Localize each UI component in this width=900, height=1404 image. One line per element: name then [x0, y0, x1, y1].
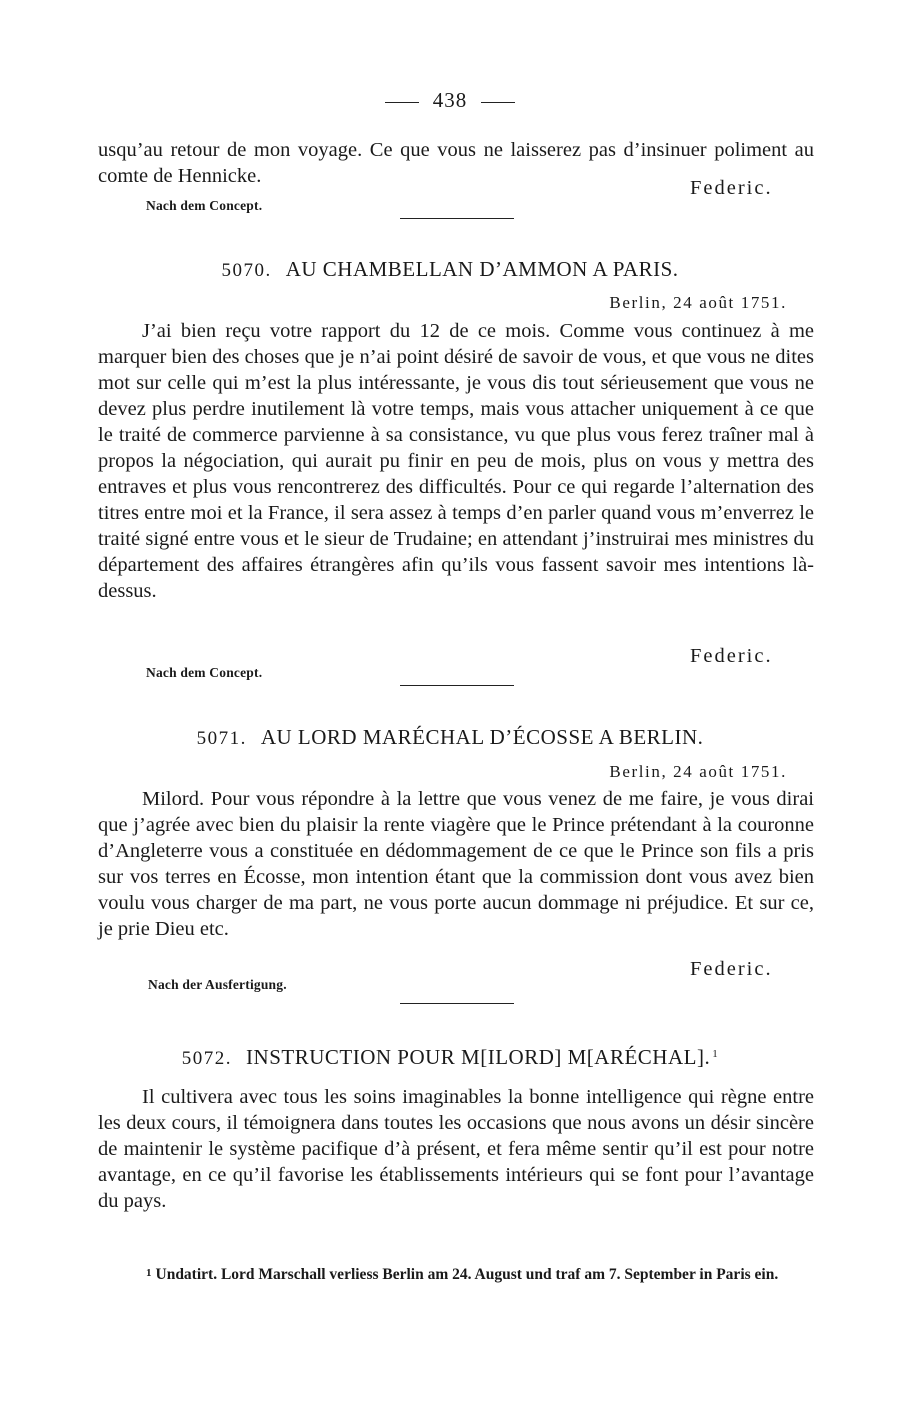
continuation-source: Nach dem Concept. — [146, 198, 263, 213]
letter-5071-body-block — [98, 786, 814, 942]
letter-title: AU LORD MARÉCHAL D’ÉCOSSE A BERLIN. — [260, 725, 704, 749]
page-number: 438 — [432, 88, 468, 112]
section-divider — [400, 685, 514, 686]
letter-5070-signature: Federic. — [690, 645, 773, 667]
footnote — [98, 1262, 814, 1286]
header-dash-right — [481, 102, 515, 103]
letter-5071-dateline: Berlin, 24 août 1751. — [609, 762, 787, 781]
letter-5072-heading — [0, 1045, 900, 1070]
letter-5070-body: J’ai bien reçu votre rapport du 12 de ce mois. Comme vous continuez à me marquer bien des choses que je n’ai point désiré de savoir de vous, et que vous ne dites mot sur celle qui m’est la plus intéressante, je vous dis tout sérieusement que vous ne devez plus perdre inutilement là votre temps, mais vous attacher uniquement à ce que le traité de commerce parvienne à sa consistance, vu que plus vous ferez traîner mal à propos la négociation, qui aurait pu finir en peu de mois, plus on vous y mettra des entraves et plus vous rencontrerez des difficultés. Pour ce qui regarde l’alternation des titres entre moi et la France, il sera assez à temps d’en parler quand vous m’enverrez le traité signé entre vous et le sieur de Trudaine; en attendant j’instruirai mes ministres du département des affaires étrangères afin qu’ils vous fassent savoir mes intentions là-dessus. — [98, 320, 814, 602]
letter-5072-body-block — [98, 1084, 814, 1214]
letter-number: 5072. — [181, 1048, 233, 1069]
letter-5071-source: Nach der Ausfertigung. — [148, 977, 287, 992]
header-dash-left — [385, 102, 419, 103]
letter-5070-heading — [0, 257, 900, 282]
footnote-mark: 1 — [146, 1267, 152, 1279]
letter-number: 5070. — [221, 260, 272, 281]
letter-5071-heading — [0, 725, 900, 750]
letter-5071-body: Milord. Pour vous répondre à la lettre que vous venez de me faire, je vous dirai que j’agrée avec bien du plaisir la rente viagère que le Prince prétendant à la couronne d’Angleterre vous a constituée en dédommagement de ce que le Prince son fils a pris sur vos terres en Écosse, mon intention étant que la commission dont vous avez bien voulu vous charger de ma part, ne vous porte aucun dommage ni préjudice. Et sur ce, je prie Dieu etc. — [98, 788, 814, 940]
continuation-text: usqu’au retour de mon voyage. Ce que vous ne laisserez pas d’insinuer poliment au comte de Hennicke. — [98, 139, 814, 187]
letter-5070-source: Nach dem Concept. — [146, 665, 263, 680]
page-header — [0, 88, 900, 113]
letter-5070-body-block — [98, 318, 814, 604]
section-divider — [400, 218, 514, 219]
footnote-reference: 1 — [712, 1048, 719, 1060]
letter-5071-signature: Federic. — [690, 958, 773, 980]
letter-title: AU CHAMBELLAN D’AMMON A PARIS. — [285, 257, 679, 281]
letter-5072-body: Il cultivera avec tous les soins imaginables la bonne intelligence qui règne entre les deux cours, il témoignera dans toutes les occasions que nous avons un désir sincère de maintenir le système pacifique d’à présent, et fera même sentir qu’il est pour notre avantage, en ce qu’il favorise les établissements intérieurs qui se font pour l’avantage du pays. — [98, 1086, 814, 1212]
continuation-signature: Federic. — [690, 177, 773, 199]
footnote-text: Undatirt. Lord Marschall verliess Berlin am 24. August und traf am 7. September in Paris ein. — [155, 1266, 779, 1283]
letter-number: 5071. — [196, 728, 247, 749]
section-divider — [400, 1003, 514, 1004]
letter-5070-dateline: Berlin, 24 août 1751. — [609, 293, 787, 312]
letter-title: INSTRUCTION POUR M[ILORD] M[ARÉCHAL]. — [246, 1045, 711, 1069]
